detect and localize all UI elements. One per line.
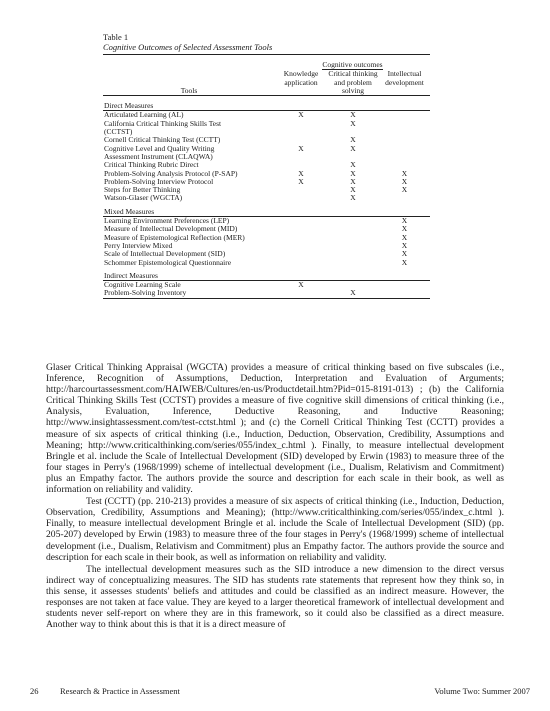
intellectual-cell — [379, 128, 430, 136]
knowledge-cell — [275, 250, 327, 258]
critical-thinking-cell: X — [350, 185, 356, 195]
tool-cell: Assessment Instrument (CLAQWA) — [104, 151, 213, 161]
table-row — [103, 194, 430, 202]
critical-thinking-cell: X — [350, 143, 356, 153]
intellectual-cell: X — [401, 249, 408, 259]
knowledge-cell — [275, 194, 327, 202]
critical-thinking-cell — [327, 250, 379, 258]
col-critical-header: Critical thinking and problem solving — [328, 69, 378, 95]
critical-thinking-cell — [327, 234, 379, 242]
tool-cell: (CCTST) — [104, 127, 133, 137]
tool-cell: Cognitive Learning Scale — [104, 280, 181, 290]
outcomes-table — [103, 54, 430, 299]
critical-thinking-cell: X — [350, 110, 356, 120]
intellectual-cell: X — [401, 168, 408, 178]
intellectual-cell — [379, 136, 430, 144]
section-title: Indirect Measures — [103, 272, 430, 281]
table-label: Table 1 — [103, 32, 129, 42]
tool-cell: Problem-Solving Inventory — [103, 289, 275, 298]
intellectual-cell — [379, 194, 430, 202]
knowledge-cell — [275, 186, 327, 194]
col-intellectual-header: Intellectual development — [385, 69, 424, 87]
tool-cell: Problem-Solving Interview Protocol — [104, 176, 214, 186]
knowledge-cell — [275, 289, 327, 298]
critical-thinking-cell: X — [350, 135, 356, 145]
paragraph: Test (CCTT) (pp. 210-213) provides a measure of six aspects of critical thinking (i.e., Induction, Deduction, Observation, Credibility, Assumptions and Meaning); (http://www.criticalthinking.com/series/055/index_c.html ). Finally, to measure intellectual development Bringle et al. include the Scale of Intellectual Development (SID) (pp. 205-207) developed by Erwin (1983) to measure three of the four stages in Perry's (1968/1999) scheme of intellectual development (i.e., Dualism, Relativism and Commitment) plus an Empathy factor. The authors provide the source and description for each scale in their book, as well as information on reliability and validity. — [46, 496, 504, 563]
intellectual-cell — [379, 281, 430, 290]
tool-cell: Perry Interview Mixed — [104, 240, 173, 250]
intellectual-cell — [379, 289, 430, 298]
section-title: Mixed Measures — [103, 208, 430, 217]
critical-thinking-cell — [327, 259, 379, 267]
page-number: 26 — [30, 686, 39, 696]
tool-cell: Schommer Epistemological Questionnaire — [104, 257, 232, 267]
knowledge-cell: X — [298, 176, 304, 186]
table-row — [103, 289, 430, 298]
tool-cell: Measure of Epistemological Reflection (MER) — [104, 232, 245, 242]
knowledge-cell: X — [298, 168, 304, 178]
tool-cell: Cognitive Level and Quality Writing — [104, 143, 215, 153]
tool-cell: Watson-Glaser (WGCTA) — [104, 193, 183, 203]
tool-cell: Articulated Learning (AL) — [104, 110, 184, 120]
knowledge-cell — [275, 242, 327, 250]
critical-thinking-cell: X — [350, 193, 356, 203]
knowledge-cell — [275, 120, 327, 128]
table-caption — [103, 32, 272, 52]
intellectual-cell: X — [401, 224, 408, 234]
section-title: Direct Measures — [103, 102, 430, 111]
tool-cell: Problem-Solving Analysis Protocol (P-SAP) — [104, 168, 238, 178]
intellectual-cell — [379, 145, 430, 153]
knowledge-cell — [275, 153, 327, 161]
col-tools-header: Tools — [180, 85, 198, 95]
intellectual-cell: X — [401, 176, 408, 186]
intellectual-cell — [379, 153, 430, 161]
body-text — [46, 362, 504, 630]
tool-cell: Scale of Intellectual Development (SID) — [104, 249, 226, 259]
critical-thinking-cell — [327, 242, 379, 250]
knowledge-cell: X — [298, 110, 304, 120]
intellectual-cell: X — [401, 216, 408, 226]
knowledge-cell: X — [298, 143, 304, 153]
intellectual-cell — [379, 111, 430, 120]
tool-cell: Measure of Intellectual Development (MID) — [104, 224, 238, 234]
intellectual-cell — [379, 120, 430, 128]
volume-info: Volume Two: Summer 2007 — [434, 686, 530, 696]
intellectual-cell: X — [401, 257, 408, 267]
critical-thinking-cell — [327, 225, 379, 233]
knowledge-cell — [275, 234, 327, 242]
critical-thinking-cell: X — [350, 160, 356, 170]
knowledge-cell: X — [298, 280, 304, 290]
paragraph: The intellectual development measures such as the SID introduce a new dimension to the direct versus indirect way of conceptualizing measures. The SID has students rate statements that represent how they think so, in this sense, it assesses students' beliefs and attitudes and could be classified as an indirect measure. However, the responses are not taken at face value. They are keyed to a larger theoretical framework of intellectual development and students never self-report on where they are in this framework, so it could also be classified as a direct measure. Another way to think about this is that it is a direct measure of — [46, 563, 504, 631]
group-header: Cognitive outcomes — [322, 60, 383, 69]
tool-cell: Steps for Better Thinking — [104, 185, 181, 195]
intellectual-cell: X — [401, 185, 408, 195]
tool-cell: Learning Environment Preferences (LEP) — [104, 216, 230, 226]
journal-name: Research & Practice in Assessment — [60, 686, 180, 696]
paragraph: Glaser Critical Thinking Appraisal (WGCTA) provides a measure of critical thinking based on five subscales (i.e., Inference, Recognition of Assumptions, Deduction, Interpretation and Evaluation of Arguments; http://harcourtassessment.com/HAIWEB/Cultures/en-us/Productdetail.htm?Pid=015-8191-013) ; (b) the California Critical Thinking Skills Test (CCTST) provides a measure of five cognitive skill dimensions of critical thinking (i.e., Analysis, Evaluation, Inference, Deductive Reasoning, and Inductive Reasoning; http://www.insightassessment.com/test-cctst.html ); and (c) the Cornell Critical Thinking Test (CCTT) provides a measure of six aspects of critical thinking (i.e., Induction, Deduction, Observation, Credibility, Assumptions and Meaning; http://www.criticalthinking.com/series/055/index_c.html ). Finally, to measure intellectual development Bringle et al. include the Scale of Intellectual Development (SID) developed by Erwin (1983) to measure three of the four stages in Perry's (1968/1999) scheme of intellectual development (i.e., Dualism, Relativism and Commitment) plus an Empathy factor. The authors provide the source and description for each scale in their book, as well as information on reliability and validity. — [46, 362, 504, 496]
knowledge-cell — [275, 259, 327, 267]
critical-thinking-cell: X — [350, 118, 356, 128]
intellectual-cell: X — [401, 232, 408, 242]
table-row — [103, 259, 430, 267]
knowledge-cell — [275, 128, 327, 136]
critical-thinking-cell — [327, 217, 379, 226]
tool-cell: California Critical Thinking Skills Test — [104, 118, 222, 128]
table-title: Cognitive Outcomes of Selected Assessment Tools — [103, 42, 273, 52]
col-knowledge-header: Knowledge application — [283, 69, 319, 87]
table-row — [103, 120, 430, 128]
table-body — [103, 102, 430, 298]
critical-thinking-cell: X — [327, 289, 379, 298]
knowledge-cell — [275, 225, 327, 233]
knowledge-cell — [275, 217, 327, 226]
critical-thinking-cell: X — [350, 168, 356, 178]
tool-cell: Critical Thinking Rubric Direct — [104, 160, 199, 170]
intellectual-cell: X — [401, 240, 408, 250]
critical-thinking-cell: X — [350, 176, 356, 186]
tool-cell: Cornell Critical Thinking Test (CCTT) — [104, 135, 221, 145]
